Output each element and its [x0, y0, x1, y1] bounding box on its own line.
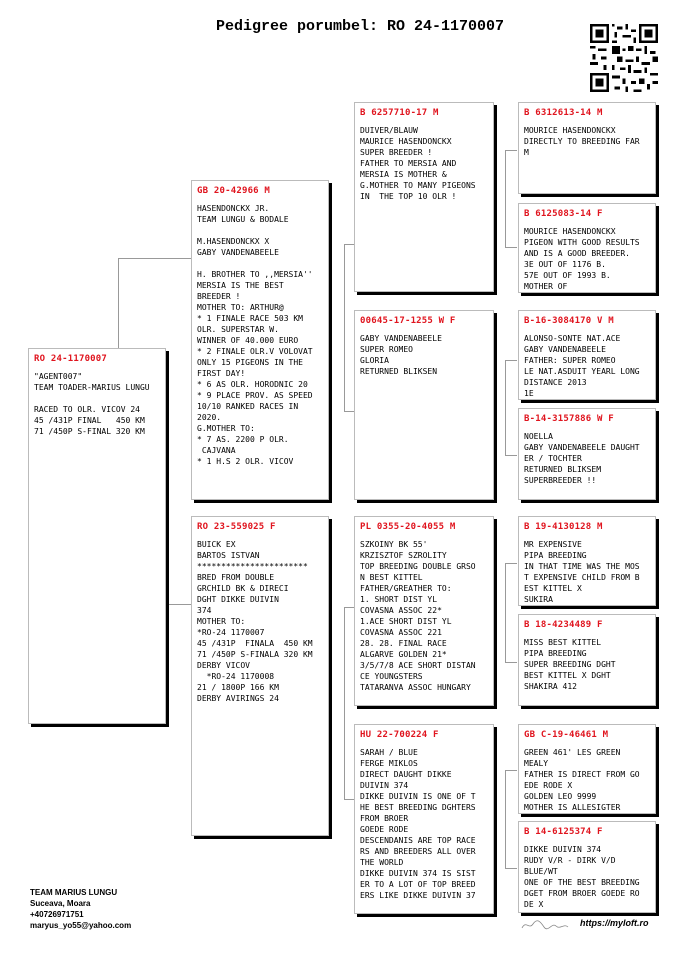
ring-number: RO 24-1170007 — [34, 354, 108, 364]
ring-number: RO 23-559025 F — [197, 522, 276, 532]
connector-line — [505, 247, 517, 248]
pigeon-details: MOURICE HASENDONCKX DIRECTLY TO BREEDING FAR M — [524, 126, 640, 157]
connector-line — [344, 244, 345, 412]
dam-sire-card[interactable] — [354, 516, 494, 706]
pigeon-details: GABY VANDENABEELE SUPER ROMEO GLORIA RETURNED BLIKSEN — [360, 334, 442, 376]
pigeon-details: DIKKE DUIVIN 374 RUDY V/R - DIRK V/D BLUE/WT ONE OF THE BEST BREEDING DGET FROM BROER GOEDE RO DE X — [524, 845, 640, 909]
ring-number: HU 22-700224 F — [360, 730, 439, 740]
team-name: TEAM MARIUS LUNGU — [30, 888, 118, 897]
connector-line — [505, 770, 506, 869]
ring-number: B-16-3084170 V M — [524, 316, 614, 326]
sdd-card[interactable] — [518, 408, 656, 500]
pigeon-details: NOELLA GABY VANDENABEELE DAUGHT ER / TOCHTER RETURNED BLIKSEM SUPERBREEDER !! — [524, 432, 640, 485]
connector-line — [505, 150, 506, 248]
pigeon-details: "AGENT007" TEAM TOADER-MARIUS LUNGU RACED TO OLR. VICOV 24 45 /431P FINAL 450 KM 71 /450P S-FINAL 320 KM — [34, 372, 150, 436]
connector-line — [344, 607, 345, 800]
connector-line — [505, 563, 517, 564]
ddd-card[interactable] — [518, 821, 656, 913]
connector-line — [505, 662, 517, 663]
ring-number: GB 20-42966 M — [197, 186, 271, 196]
dsd-card[interactable] — [518, 614, 656, 706]
dam-card[interactable] — [191, 516, 329, 836]
connector-line — [344, 411, 354, 412]
signature-icon — [520, 918, 570, 932]
connector-line — [505, 455, 517, 456]
contact-block — [30, 887, 131, 931]
connector-line — [505, 563, 506, 663]
qr-code-icon — [590, 24, 658, 92]
pigeon-details: GREEN 461' LES GREEN MEALY FATHER IS DIRECT FROM GO EDE RODE X GOLDEN LEO 9999 MOTHER IS ALLESIGTER — [524, 748, 640, 812]
pigeon-details: BUICK EX BARTOS ISTVAN *********************** BRED FROM DOUBLE GRCHILD BK & DIRECI DGHT DIKKE DUIVIN 374 MOTHER TO: *RO-24 1170007 45 /431P FINALA 450 KM 71 /450P S-FINALA 320 KM DERBY VICOV *RO-24 1170008 21 / 1800P 166 KM DERBY AVIRINGS 24 — [197, 540, 313, 703]
pigeon-details: SARAH / BLUE FERGE MIKLOS DIRECT DAUGHT DIKKE DUIVIN 374 DIKKE DUIVIN IS ONE OF T HE BEST BREEDING DGHTERS FROM BROER GOEDE RODE DESCENDANIS ARE TOP RACE RS AND BREEDERS ALL OVER THE WORLD DIKKE DUIVIN 374 IS SIST ER TO A LOT OF TOP BREED ERS LIKE DIKKE DUIVIN 37 — [360, 748, 476, 900]
pigeon-details: SZKOINY BK 55' KRZISZTOF SZROLITY TOP BREEDING DOUBLE GRSO N BEST KITTEL FATHER/GREATHER TO: 1. SHORT DIST YL COVASNA ASSOC 22* 1.ACE SHORT DIST YL COVASNA ASSOC 221 28. 28. FINAL RACE ALGARVE GOLDEN 21* 3/5/7/8 ACE SHORT DISTAN CE YOUNGSTERS TATARANVA ASSOC HUNGARY — [360, 540, 476, 692]
ring-number: B 14-6125374 F — [524, 827, 603, 837]
phone-number: +40726971751 — [30, 910, 84, 919]
pigeon-details: ALONSO-SONTE NAT.ACE GABY VANDENABEELE FATHER: SUPER ROMEO LE NAT.ASDUIT YEARL LONG DISTANCE 2013 1E — [524, 334, 640, 398]
email-address[interactable]: maryus_yo55@yahoo.com — [30, 921, 132, 930]
sire-card[interactable] — [191, 180, 329, 500]
dds-card[interactable] — [518, 724, 656, 814]
dam-dam-card[interactable] — [354, 724, 494, 914]
ring-number: B 6312613-14 M — [524, 108, 603, 118]
sss-card[interactable] — [518, 102, 656, 194]
page-title: Pedigree porumbel: RO 24-1170007 — [215, 18, 505, 35]
dss-card[interactable] — [518, 516, 656, 606]
ring-number: GB C-19-46461 M — [524, 730, 609, 740]
pigeon-details: MISS BEST KITTEL PIPA BREEDING SUPER BREEDING DGHT BEST KITTEL X DGHT SHAKIRA 412 — [524, 638, 616, 691]
ring-number: PL 0355-20-4055 M — [360, 522, 456, 532]
ring-number: B 19-4130128 M — [524, 522, 603, 532]
ring-number: B 18-4234489 F — [524, 620, 603, 630]
pigeon-details: MR EXPENSIVE PIPA BREEDING IN THAT TIME WAS THE MOS T EXPENSIVE CHILD FROM B EST KITTEL X SUKIRA — [524, 540, 640, 604]
connector-line — [505, 360, 517, 361]
website-link[interactable]: https://myloft.ro — [580, 918, 649, 928]
connector-line — [344, 244, 354, 245]
ring-number: B-14-3157886 W F — [524, 414, 614, 424]
pigeon-details: DUIVER/BLAUW MAURICE HASENDONCKX SUPER BREEDER ! FATHER TO MERSIA AND MERSIA IS MOTHER & G.MOTHER TO MANY PIGEONS IN THE TOP 10 OLR ! — [360, 126, 476, 201]
connector-line — [344, 607, 354, 608]
connector-line — [344, 799, 354, 800]
connector-line — [118, 258, 192, 259]
subject-pigeon-card[interactable] — [28, 348, 166, 724]
connector-line — [505, 770, 517, 771]
sds-card[interactable] — [518, 310, 656, 400]
connector-line — [505, 150, 517, 151]
sire-dam-card[interactable] — [354, 310, 494, 500]
connector-line — [505, 868, 517, 869]
ring-number: B 6257710-17 M — [360, 108, 439, 118]
location: Suceava, Moara — [30, 899, 91, 908]
ring-number: 00645-17-1255 W F — [360, 316, 456, 326]
connector-line — [505, 360, 506, 456]
sire-sire-card[interactable] — [354, 102, 494, 292]
ring-number: B 6125083-14 F — [524, 209, 603, 219]
pigeon-details: HASENDONCKX JR. TEAM LUNGU & BODALE M.HASENDONCKX X GABY VANDENABEELE H. BROTHER TO ,,MERSIA'' MERSIA IS THE BEST BREEDER ! MOTHER TO: ARTHUR@ * 1 FINALE RACE 503 KM OLR. SUPERSTAR W. WINNER OF 40.000 EURO * 2 FINALE OLR.V VOLOVAT ONLY 15 PIGEONS IN THE FIRST DAY! * 6 AS OLR. HORODNIC 20 * 9 PLACE PROV. AS SPEED 10/10 RANKED RACES IN 2020. G.MOTHER TO: * 7 AS. 2200 P OLR. CAJVANA * 1 H.S 2 OLR. VICOV — [197, 204, 313, 466]
pigeon-details: MOURICE HASENDONCKX PIGEON WITH GOOD RESULTS AND IS A GOOD BREEDER. 3E OUT OF 1176 B. 57E OUT OF 1993 B. MOTHER OF — [524, 227, 640, 291]
ssd-card[interactable] — [518, 203, 656, 293]
